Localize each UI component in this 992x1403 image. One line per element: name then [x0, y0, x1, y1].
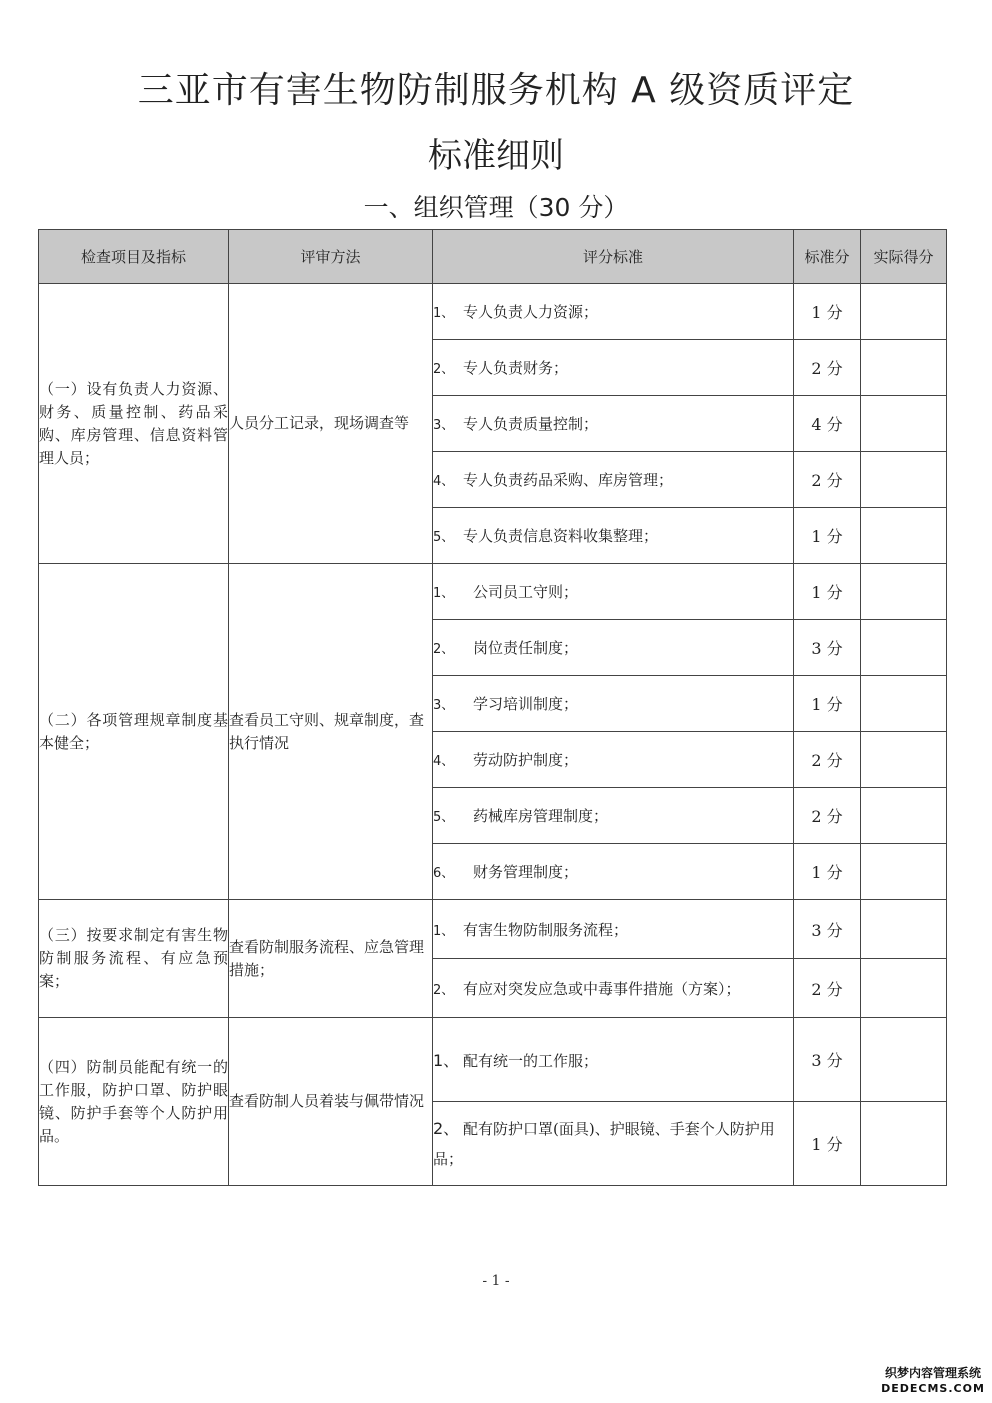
standard-score: 3 分 — [794, 620, 861, 676]
table-row — [39, 564, 947, 620]
table-row — [39, 284, 947, 340]
standard-score: 1 分 — [794, 564, 861, 620]
actual-score-cell[interactable] — [861, 900, 947, 959]
criterion: 2、 岗位责任制度； — [433, 620, 794, 676]
review-method-1: 人员分工记录，现场调查等 — [229, 284, 433, 564]
criterion: 3、 专人负责质量控制； — [433, 396, 794, 452]
criterion: 4、 劳动防护制度； — [433, 732, 794, 788]
document-title: 三亚市有害生物防制服务机构 A 级资质评定 — [137, 70, 855, 111]
criterion: 2、 专人负责财务； — [433, 340, 794, 396]
standard-score: 3 分 — [794, 900, 861, 959]
check-item-2: （二）各项管理规章制度基本健全； — [39, 564, 229, 900]
watermark-line1: 织梦内容管理系统 — [884, 1366, 981, 1380]
actual-score-cell[interactable] — [861, 959, 947, 1018]
criterion: 6、 财务管理制度； — [433, 844, 794, 900]
actual-score-cell[interactable] — [861, 1102, 947, 1186]
actual-score-cell[interactable] — [861, 508, 947, 564]
review-method-2: 查看员工守则、规章制度，查执行情况 — [229, 564, 433, 900]
standard-score: 1 分 — [794, 844, 861, 900]
watermark — [878, 1366, 988, 1400]
criterion: 1、 公司员工守则； — [433, 564, 794, 620]
standard-score: 3 分 — [794, 1018, 861, 1102]
document-subtitle: 标准细则 — [428, 136, 564, 176]
actual-score-cell[interactable] — [861, 844, 947, 900]
actual-score-cell[interactable] — [861, 452, 947, 508]
check-item-1: （一）设有负责人力资源、财务、质量控制、药品采购、库房管理、信息资料管理人员； — [39, 284, 229, 564]
standard-score: 4 分 — [794, 396, 861, 452]
review-method-4: 查看防制人员着装与佩带情况 — [229, 1018, 433, 1186]
section-heading: 一、组织管理（30 分） — [363, 193, 629, 222]
criterion: 1、 配有统一的工作服； — [433, 1018, 794, 1102]
check-item-3: （三）按要求制定有害生物防制服务流程、有应急预案； — [39, 900, 229, 1018]
criterion: 2、 有应对突发应急或中毒事件措施（方案）； — [433, 959, 794, 1018]
criterion: 5、 药械库房管理制度； — [433, 788, 794, 844]
criterion: 3、 学习培训制度； — [433, 676, 794, 732]
criterion: 1、 有害生物防制服务流程； — [433, 900, 794, 959]
table-header-row — [39, 230, 947, 284]
standard-score: 1 分 — [794, 676, 861, 732]
actual-score-cell[interactable] — [861, 1018, 947, 1102]
table-row — [39, 1018, 947, 1102]
criterion: 2、 配有防护口罩(面具)、护眼镜、手套个人防护用品； — [433, 1102, 794, 1186]
standard-score: 2 分 — [794, 452, 861, 508]
header-method: 评审方法 — [229, 230, 433, 284]
actual-score-cell[interactable] — [861, 564, 947, 620]
standard-score: 1 分 — [794, 1102, 861, 1186]
actual-score-cell[interactable] — [861, 676, 947, 732]
header-actual-score: 实际得分 — [861, 230, 947, 284]
standard-score: 1 分 — [794, 284, 861, 340]
actual-score-cell[interactable] — [861, 340, 947, 396]
review-method-3: 查看防制服务流程、应急管理措施； — [229, 900, 433, 1018]
header-criteria: 评分标准 — [433, 230, 794, 284]
standard-score: 2 分 — [794, 788, 861, 844]
page-number: - 1 - — [482, 1273, 510, 1289]
standard-score: 2 分 — [794, 340, 861, 396]
actual-score-cell[interactable] — [861, 396, 947, 452]
actual-score-cell[interactable] — [861, 284, 947, 340]
header-std-score: 标准分 — [794, 230, 861, 284]
standard-score: 2 分 — [794, 732, 861, 788]
actual-score-cell[interactable] — [861, 788, 947, 844]
actual-score-cell[interactable] — [861, 620, 947, 676]
standard-score: 1 分 — [794, 508, 861, 564]
criterion: 1、 专人负责人力资源； — [433, 284, 794, 340]
criterion: 4、 专人负责药品采购、库房管理； — [433, 452, 794, 508]
actual-score-cell[interactable] — [861, 732, 947, 788]
header-item: 检查项目及指标 — [39, 230, 229, 284]
check-item-4: （四）防制员能配有统一的工作服，防护口罩、防护眼镜、防护手套等个人防护用品。 — [39, 1018, 229, 1186]
standard-score: 2 分 — [794, 959, 861, 1018]
criteria-table — [38, 229, 947, 1186]
table-row — [39, 900, 947, 959]
criterion: 5、 专人负责信息资料收集整理； — [433, 508, 794, 564]
watermark-line2: DEDECMS.COM — [881, 1382, 985, 1395]
